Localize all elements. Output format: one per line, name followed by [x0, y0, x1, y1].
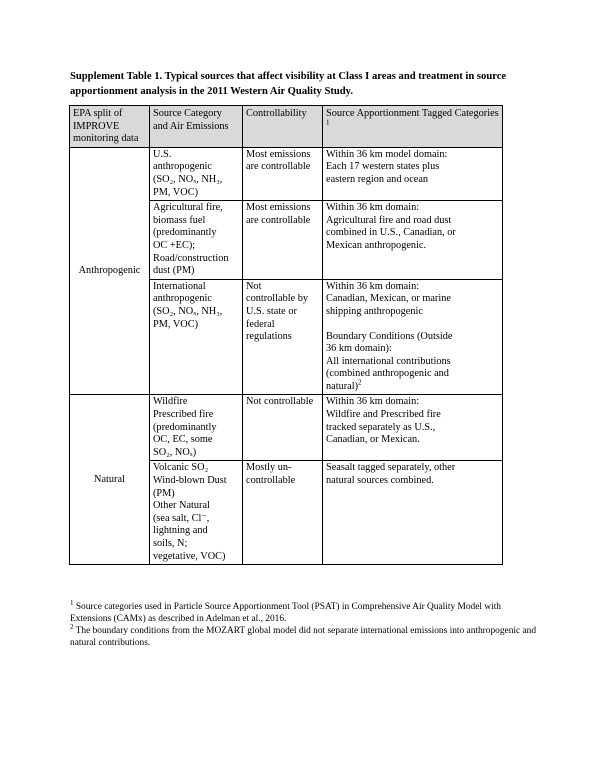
footnote-1 — [70, 598, 540, 625]
cell-line: Within 36 km model domain: — [326, 148, 448, 160]
cell-line: Wind-blown Dust — [153, 475, 227, 487]
cell-line: controllable — [246, 475, 296, 487]
cell-line: eastern region and ocean — [326, 173, 429, 185]
cell-line: Canadian, or Mexican. — [326, 434, 420, 446]
cell-controllability — [243, 461, 323, 565]
cell-tagged — [323, 395, 503, 461]
cell-category — [150, 395, 243, 461]
cell-line: (SO₂, NOₓ, NH₃, — [153, 173, 223, 185]
cell-line: Within 36 km domain: — [326, 202, 420, 214]
cell-line: (predominantly — [153, 421, 217, 433]
cell-line: All international contributions — [326, 355, 451, 367]
header-tagged-text: Source Apportionment Tagged Categories — [326, 108, 499, 119]
cell-line: lightning and — [153, 525, 208, 537]
cell-line: federal — [246, 318, 275, 330]
cell-line: PM, VOC) — [153, 318, 199, 330]
footnote-2 — [70, 622, 540, 649]
cell-line: Agricultural fire, — [153, 202, 223, 214]
boundary-footnote-mark: 2 — [358, 378, 362, 387]
table-row-wildfire — [70, 395, 503, 461]
cell-line: controllable by — [246, 293, 309, 305]
cell-line: Canadian, Mexican, or marine — [326, 293, 451, 305]
cell-line: soils, N; — [153, 538, 188, 549]
cell-line: PM, VOC) — [153, 186, 199, 198]
cell-line: (predominantly — [153, 227, 217, 239]
cell-line: Agricultural fire and road dust — [326, 214, 452, 226]
cell-line: tracked separately as U.S., — [326, 421, 436, 433]
cell-line: Most emissions — [246, 148, 311, 160]
header-tagged-categories — [323, 106, 503, 148]
cell-line: anthropogenic — [153, 161, 212, 173]
cell-controllability — [243, 147, 323, 200]
cell-line: SO₂, NOₓ) — [153, 446, 197, 458]
cell-line: 36 km domain): — [326, 343, 392, 355]
footnote-1-mark: 1 — [70, 598, 74, 607]
tagged-within-domain — [326, 281, 499, 319]
cell-controllability — [243, 201, 323, 280]
cell-line: Prescribed fire — [153, 409, 214, 421]
cell-line: Seasalt tagged separately, other — [326, 462, 456, 474]
cell-line: Mostly un- — [246, 462, 292, 474]
cell-line: Within 36 km domain: — [326, 280, 420, 292]
cell-category — [150, 461, 243, 565]
cell-category — [150, 201, 243, 280]
cell-tagged — [323, 461, 503, 565]
cell-line: are controllable — [246, 161, 311, 173]
footnote-2-mark: 2 — [70, 622, 74, 631]
cell-line: U.S. — [153, 148, 172, 160]
cell-line: OC, EC, some — [153, 434, 213, 446]
cell-tagged — [323, 279, 503, 395]
cell-line: Wildfire — [153, 396, 188, 408]
cell-line: (combined anthropogenic and — [326, 368, 449, 380]
cell-line: OC +EC); — [153, 239, 196, 251]
tagged-boundary-last-text: natural) — [326, 380, 359, 392]
cell-line: are controllable — [246, 214, 311, 226]
cell-line: regulations — [246, 331, 292, 343]
cell-line: anthropogenic — [153, 293, 212, 305]
footnote-1-text: Source categories used in Particle Source Apportionment Tool (PSAT) in Comprehensive Air Quality Model with Extensions (CAMx) as described in Adelman et al., 2016. — [70, 602, 501, 624]
cell-line: Within 36 km domain: — [326, 396, 420, 408]
cell-controllability — [243, 395, 323, 461]
group-anthropogenic: Anthropogenic — [70, 147, 150, 395]
cell-line: (sea salt, Cl⁻, — [153, 512, 210, 524]
cell-tagged — [323, 147, 503, 200]
cell-line: dust (PM) — [153, 265, 195, 277]
header-source-category: Source Category and Air Emissions — [150, 106, 243, 148]
cell-controllability — [243, 279, 323, 395]
cell-line: shipping anthropogenic — [326, 305, 423, 317]
cell-line: Not — [246, 280, 262, 292]
cell-tagged — [323, 201, 503, 280]
header-footnote-mark: 1 — [326, 118, 330, 127]
tagged-boundary-last-line — [326, 378, 499, 394]
cell-line: Other Natural — [153, 500, 210, 512]
cell-line: Road/construction — [153, 252, 229, 264]
cell-line: combined in U.S., Canadian, or — [326, 227, 456, 239]
cell-line: biomass fuel — [153, 214, 206, 226]
cell-line: International — [153, 280, 206, 292]
table-row-us — [70, 147, 503, 200]
cell-line: U.S. state or — [246, 305, 297, 317]
cell-category — [150, 147, 243, 200]
tagged-boundary-conditions — [326, 331, 499, 381]
source-table — [69, 105, 503, 565]
cell-line: Each 17 western states plus — [326, 161, 440, 173]
header-controllability: Controllability — [243, 106, 323, 148]
cell-line: Boundary Conditions (Outside — [326, 330, 453, 342]
cell-line: Volcanic SO₂ — [153, 462, 209, 474]
table-caption: Supplement Table 1. Typical sources that affect visibility at Class I areas and treatment in source apportionment analysis in the 2011 Western Air Quality Study. — [70, 71, 507, 97]
footnotes — [70, 598, 540, 649]
cell-line: vegetative, VOC) — [153, 550, 226, 562]
cell-line: (PM) — [153, 487, 175, 499]
cell-line: Wildfire and Prescribed fire — [326, 409, 441, 421]
cell-line: (SO₂, NOₓ, NH₃, — [153, 305, 223, 317]
group-natural: Natural — [70, 395, 150, 565]
footnote-2-text: The boundary conditions from the MOZART global model did not separate international emissions into anthropogenic and natural contributions. — [70, 626, 537, 648]
cell-line: Most emissions — [246, 202, 311, 214]
cell-category — [150, 279, 243, 395]
header-epa-split: EPA split of IMPROVE monitoring data — [70, 106, 150, 148]
cell-line: natural sources combined. — [326, 475, 434, 487]
cell-line: Mexican anthropogenic. — [326, 239, 427, 251]
cell-line: Not controllable — [246, 396, 314, 408]
header-row — [70, 106, 503, 148]
